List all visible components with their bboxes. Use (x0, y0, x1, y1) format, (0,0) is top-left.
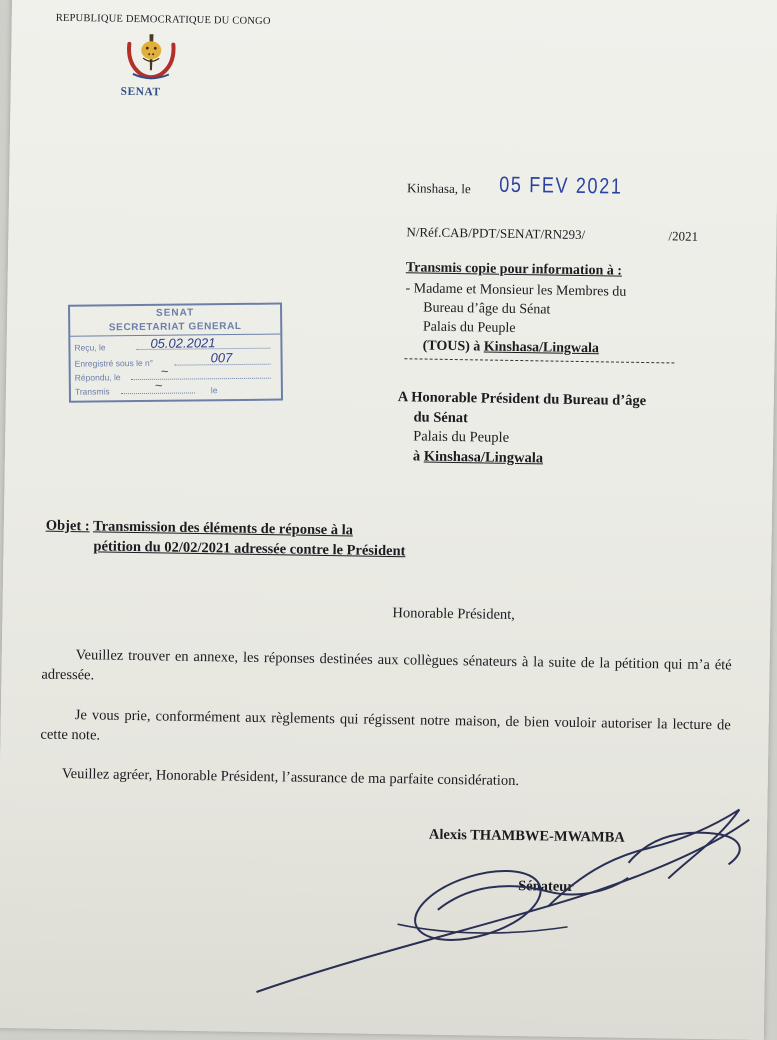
reference-number: N/Réf.CAB/PDT/SENAT/RN293/ (406, 224, 586, 243)
subject-line: Transmission des éléments de réponse à la (92, 518, 354, 539)
subject-block (45, 516, 406, 562)
reference-year: /2021 (668, 228, 699, 244)
institution-name: SENAT (120, 85, 161, 99)
stamp-handwritten-value: 007 (210, 350, 233, 366)
stamp-label: le (210, 385, 218, 396)
stamp-title: SENAT (155, 307, 195, 319)
addressee-block (397, 388, 646, 470)
stamp-label: Transmis (74, 386, 110, 397)
signer-title: Sénateur (518, 878, 574, 895)
addressee-line (397, 447, 646, 470)
place-date-label: Kinshasa, le (407, 180, 471, 197)
addressee-line: Palais du Peuple (413, 428, 510, 446)
addressee-line: A Honorable Président du Bureau d’âge (397, 389, 647, 410)
closing-sentence: Veuillez agréer, Honorable Président, l’assurance de ma parfaite considération. (61, 765, 520, 790)
stamp-handwritten-value: ~ (160, 363, 169, 379)
dashed-separator (404, 358, 674, 363)
stamp-subtitle: SECRETARIAT GENERAL (70, 321, 280, 337)
subject-line: pétition du 02/02/2021 adressée contre le Président (93, 538, 406, 560)
copy-to-line (404, 336, 625, 358)
handwritten-date: 05 FEV 2021 (498, 171, 623, 199)
greeting: Honorable Président, (392, 605, 515, 624)
copy-to-line: Palais du Peuple (422, 319, 516, 336)
stamp-row (75, 357, 275, 369)
body-paragraph: Je vous prie, conformément aux règlements qui régissent notre maison, de bien vouloir autoriser la lecture de cette note. (40, 707, 731, 744)
stamp-row (75, 385, 275, 397)
country-name: REPUBLIQUE DEMOCRATIQUE DU CONGO (55, 12, 271, 28)
handwritten-signature-icon (246, 782, 770, 1020)
stamp-label: Enregistré sous le n° (74, 357, 154, 369)
copy-to-recipients (404, 279, 626, 358)
stamp-row (75, 371, 275, 383)
stamp-handwritten-value: ~ (154, 377, 163, 393)
addressee-prefix: à (412, 447, 424, 465)
signer-name: Alexis THAMBWE-MWAMBA (428, 826, 625, 846)
copy-to-title: Transmis copie pour information à : (405, 260, 623, 279)
addressee-place: Kinshasa/Lingwala (423, 448, 544, 466)
copy-to-place: Kinshasa/Lingwala (483, 339, 600, 357)
copy-to-all: (TOUS) à (422, 338, 484, 355)
stamp-label: Répondu, le (74, 372, 121, 383)
copy-to-line: - Madame et Monsieur les Membres du (405, 281, 627, 300)
addressee-line: du Sénat (413, 408, 469, 426)
stamp-label: Reçu, le (74, 342, 106, 353)
leopard-coat-of-arms-icon (119, 30, 184, 83)
reception-stamp (68, 303, 283, 403)
copy-to-line: Bureau d’âge du Sénat (423, 300, 551, 318)
subject-label: Objet : (45, 517, 90, 535)
stamp-handwritten-value: 05.02.2021 (150, 335, 216, 351)
body-paragraph: Veuillez trouver en annexe, les réponses destinées aux collègues sénateurs à la suite de la pétition qui m’a été adressée. (41, 647, 732, 684)
